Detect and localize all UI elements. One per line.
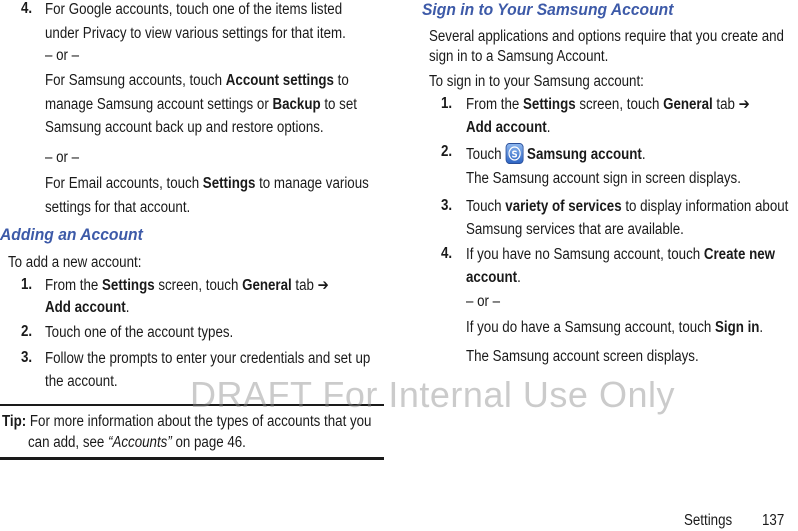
body-text: If you have no Samsung account, touch Create new bbox=[466, 246, 775, 263]
body-text: settings for that account. bbox=[45, 199, 191, 216]
body-text: The Samsung account screen displays. bbox=[466, 348, 699, 365]
body-text: account. bbox=[466, 269, 521, 286]
body-text: sign in to a Samsung Account. bbox=[429, 48, 609, 65]
body-text: Samsung account back up and restore options. bbox=[45, 119, 324, 136]
step-number: 4. bbox=[21, 0, 33, 17]
section-heading: Adding an Account bbox=[0, 225, 143, 244]
body-text: If you do have a Samsung account, touch Sign in. bbox=[466, 319, 764, 336]
body-text: Touch variety of services to display information about bbox=[466, 198, 789, 215]
cross-reference-link[interactable]: “Accounts” bbox=[108, 434, 172, 451]
step-number: 4. bbox=[441, 245, 453, 262]
tip-bottom-rule bbox=[0, 457, 384, 460]
samsung-account-icon bbox=[505, 143, 523, 164]
body-text: To add a new account: bbox=[8, 254, 142, 271]
body-text: For Samsung accounts, touch Account settings to bbox=[45, 72, 349, 89]
body-text: Several applications and options require that you create and bbox=[429, 28, 784, 45]
section-heading: Sign in to Your Samsung Account bbox=[422, 0, 674, 19]
step-number: 2. bbox=[21, 323, 33, 340]
body-text: Add account. bbox=[45, 299, 130, 316]
step-number: 3. bbox=[21, 349, 33, 366]
body-text: manage Samsung account settings or Backup to set bbox=[45, 96, 357, 113]
body-text: Follow the prompts to enter your credentials and set up bbox=[45, 350, 371, 367]
step-number: 1. bbox=[441, 95, 453, 112]
tip-text: can add, see “Accounts” on page 46. bbox=[28, 434, 246, 451]
body-text: For Email accounts, touch Settings to manage various bbox=[45, 175, 369, 192]
body-text: Touch one of the account types. bbox=[45, 324, 234, 341]
or-separator: – or – bbox=[45, 47, 80, 64]
tip-text: Tip: For more information about the types of accounts that you bbox=[2, 413, 372, 430]
body-text: The Samsung account sign in screen displays. bbox=[466, 170, 741, 187]
body-text: the account. bbox=[45, 373, 118, 390]
or-separator: – or – bbox=[45, 149, 80, 166]
body-text: under Privacy to view various settings for that item. bbox=[45, 25, 346, 42]
step-number: 1. bbox=[21, 276, 33, 293]
footer-section-name: Settings bbox=[684, 512, 733, 529]
body-text: From the Settings screen, touch General tab ➔ bbox=[466, 96, 750, 113]
body-text: To sign in to your Samsung account: bbox=[429, 73, 644, 90]
step-number: 3. bbox=[441, 197, 453, 214]
page-number: 137 bbox=[762, 512, 785, 529]
draft-watermark: DRAFT For Internal Use Only bbox=[190, 374, 675, 415]
step-number: 2. bbox=[441, 143, 453, 160]
body-text: Samsung services that are available. bbox=[466, 221, 684, 238]
body-text: For Google accounts, touch one of the items listed bbox=[45, 1, 343, 18]
svg-text:S: S bbox=[511, 148, 518, 161]
body-text: Add account. bbox=[466, 119, 551, 136]
body-text: Touch S Samsung account. bbox=[466, 143, 646, 165]
body-text: From the Settings screen, touch General tab ➔ bbox=[45, 277, 329, 294]
or-separator: – or – bbox=[466, 293, 501, 310]
